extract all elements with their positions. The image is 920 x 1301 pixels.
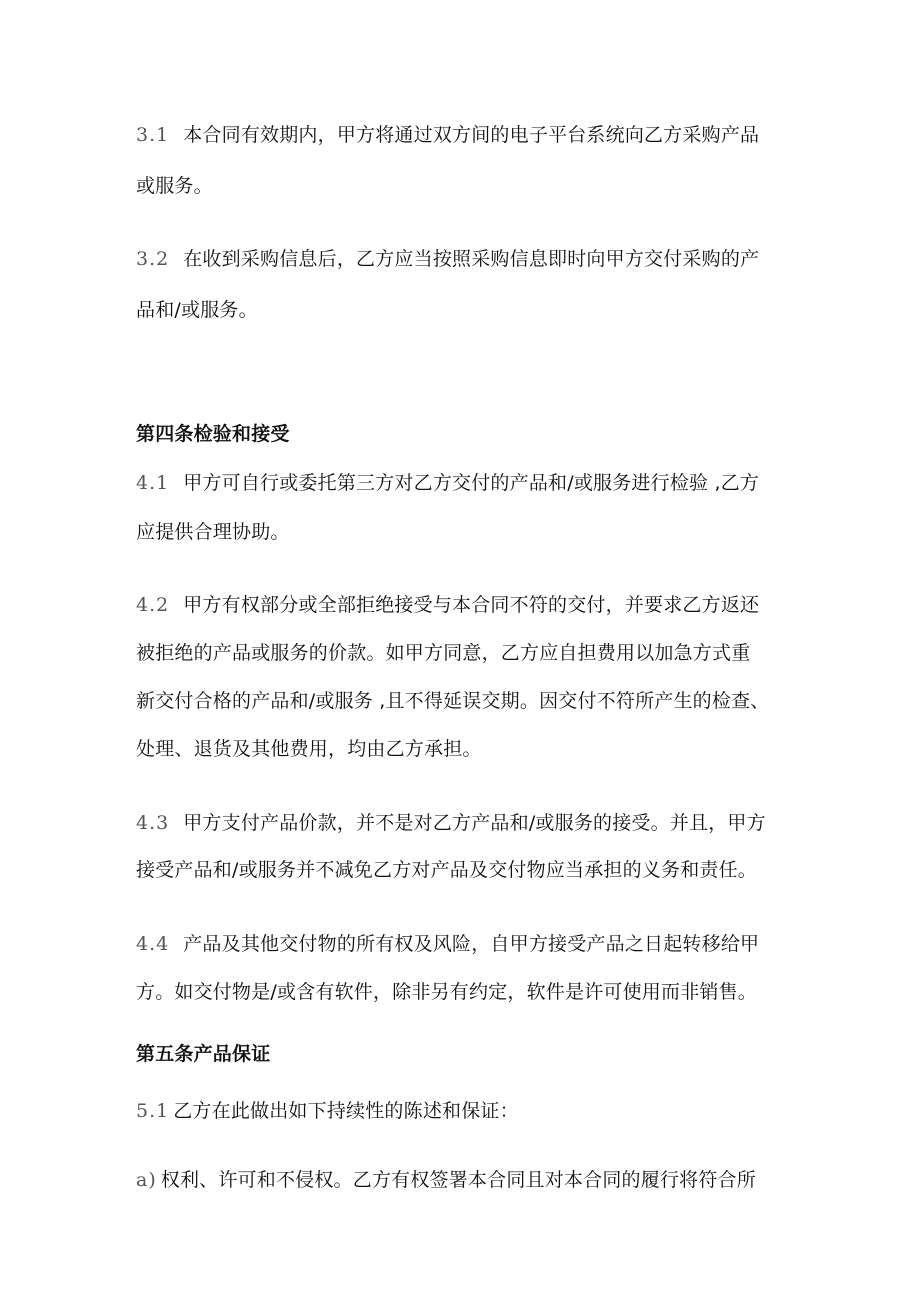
clause-number: 4.1 <box>136 472 170 494</box>
clause-4-2-line-2 <box>136 639 750 667</box>
clause-text: 应提供合理协助。 <box>136 521 290 543</box>
clause-number: 4.2 <box>136 594 170 616</box>
clause-text: 乙方在此做出如下持续性的陈述和保证： <box>173 1100 519 1122</box>
clause-text: 甲方有权部分或全部拒绝接受与本合同不符的交付，并要求乙方返还 <box>183 594 760 616</box>
clause-number: 4.3 <box>136 812 170 834</box>
clause-4-4-line-2 <box>136 978 757 1006</box>
clause-text: 方。如交付物是/或含有软件，除非另有约定，软件是许可使用而非销售。 <box>136 981 758 1003</box>
clause-3-1-line-2 <box>136 172 213 200</box>
heading-text: 第四条检验和接受 <box>136 423 290 445</box>
clause-text: 或服务。 <box>136 175 213 197</box>
clause-text: 接受产品和/或服务并不减免乙方对产品及交付物应当承担的义务和责任。 <box>136 859 758 881</box>
clause-4-2-line-1 <box>136 591 759 619</box>
section-heading-5 <box>136 1040 270 1068</box>
clause-text: 权利、许可和不侵权。乙方有权签署本合同且对本合同的履行将符合所 <box>160 1169 756 1191</box>
clause-number: 3.1 <box>136 124 170 146</box>
clause-5-1-a-line-1 <box>136 1166 756 1194</box>
clause-number: 4.4 <box>136 933 170 955</box>
clause-5-1-line-1 <box>136 1097 519 1125</box>
item-marker: a) <box>136 1169 157 1191</box>
clause-text: 产品及其他交付物的所有权及风险，自甲方接受产品之日起转移给甲 <box>183 933 760 955</box>
clause-4-1-line-1 <box>136 469 759 497</box>
clause-4-3-line-1 <box>136 809 766 837</box>
clause-text: 本合同有效期内，甲方将通过双方间的电子平台系统向乙方采购产品 <box>183 124 760 146</box>
clause-text: 处理、退货及其他费用，均由乙方承担。 <box>136 738 482 760</box>
clause-4-1-line-2 <box>136 518 290 546</box>
clause-4-3-line-2 <box>136 856 757 884</box>
clause-3-1-line-1 <box>136 121 759 149</box>
clause-number: 3.2 <box>136 248 170 270</box>
heading-text: 第五条产品保证 <box>136 1043 271 1065</box>
clause-text: 新交付合格的产品和/或服务 ,且不得延误交期。因交付不符所产生的检查、 <box>136 690 770 712</box>
clause-text: 甲方支付产品价款，并不是对乙方产品和/或服务的接受。并且，甲方 <box>183 812 766 834</box>
clause-text: 甲方可自行或委托第三方对乙方交付的产品和/或服务进行检验 ,乙方 <box>183 472 760 494</box>
clause-text: 被拒绝的产品或服务的价款。如甲方同意，乙方应自担费用以加急方式重 <box>136 642 751 664</box>
clause-4-2-line-3 <box>136 687 769 715</box>
section-heading-4 <box>136 420 290 448</box>
clause-3-2-line-2 <box>136 296 258 324</box>
clause-4-2-line-4 <box>136 735 482 763</box>
clause-3-2-line-1 <box>136 245 759 273</box>
clause-4-4-line-1 <box>136 930 759 958</box>
clause-text: 在收到采购信息后，乙方应当按照采购信息即时向甲方交付采购的产 <box>183 248 760 270</box>
clause-number: 5.1 <box>136 1100 170 1122</box>
clause-text: 品和/或服务。 <box>136 299 258 321</box>
